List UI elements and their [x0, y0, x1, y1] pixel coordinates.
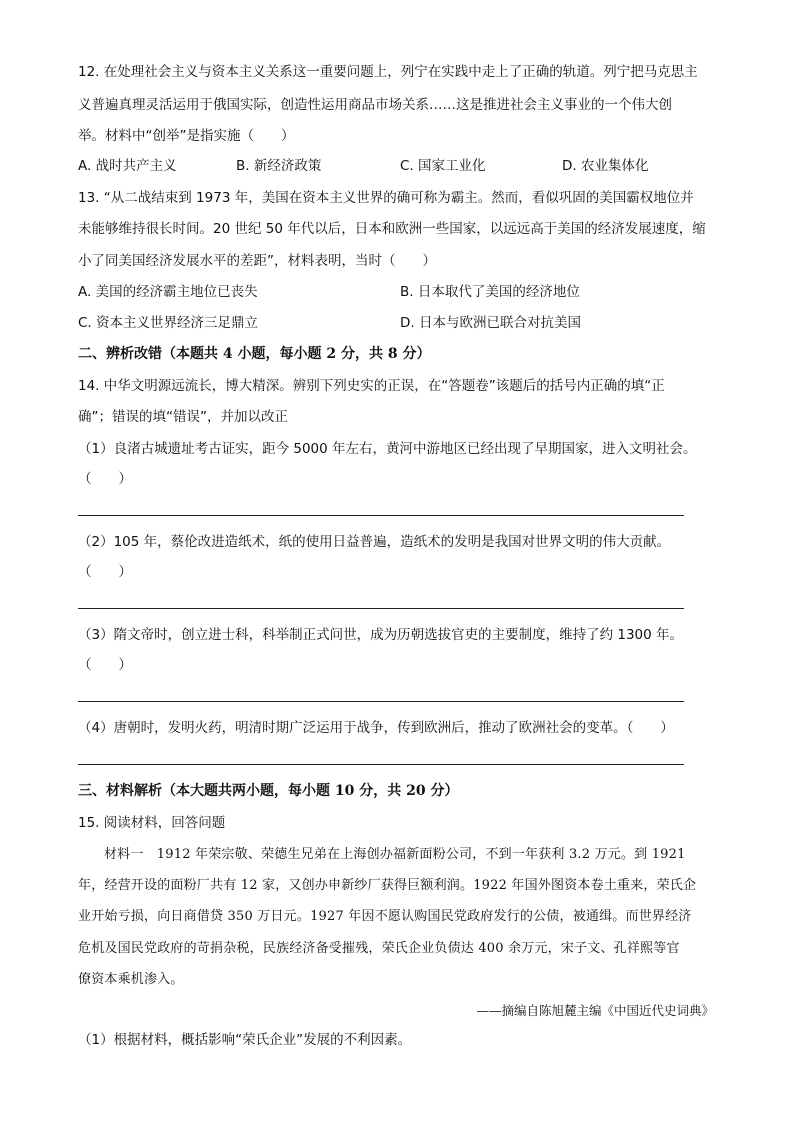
- q13-option-c[interactable]: C. 资本主义世界经济三足鼎立: [78, 315, 259, 331]
- q13-line-3: 小了同美国经济发展水平的差距”，材料表明，当时（ ）: [78, 253, 436, 269]
- q13-option-b[interactable]: B. 日本取代了美国的经济地位: [400, 284, 580, 300]
- section-2-heading: 二、辨析改错（本题共 4 小题，每小题 2 分，共 8 分）: [78, 346, 431, 362]
- q14-item-2-answer-line[interactable]: [78, 608, 684, 609]
- q14-item-1-answer-line[interactable]: [78, 515, 684, 516]
- q13-line-2: 未能够维持很长时间。20 世纪 50 年代以后，日本和欧洲一些国家，以远远高于美国的经济发展速度，缩: [78, 221, 706, 237]
- q14-line-1: 14. 中华文明源远流长，博大精深。辨别下列史实的正误，在“答题卷”该题后的括号内正确的填“正: [78, 378, 665, 394]
- q14-item-3-text: （3）隋文帝时，创立进士科，科举制正式问世，成为历朝选拔官吏的主要制度，维持了约 1300 年。: [78, 627, 684, 643]
- q12-option-b[interactable]: B. 新经济政策: [236, 158, 322, 174]
- q14-line-2: 确”；错误的填“错误”，并加以改正: [78, 409, 288, 425]
- q13-option-d[interactable]: D. 日本与欧洲已联合对抗美国: [400, 315, 581, 331]
- q12-line-3: 举。材料中“创举”是指实施（ ）: [78, 128, 295, 144]
- q14-item-4-answer-line[interactable]: [78, 764, 684, 765]
- q15-material-line-1: 材料一 1912 年荣宗敬、荣德生兄弟在上海创办福新面粉公司，不到一年获利 3.2 万元。到 1921: [104, 847, 686, 862]
- section-3-heading: 三、材料解析（本大题共两小题，每小题 10 分，共 20 分）: [78, 783, 459, 799]
- q12-option-c[interactable]: C. 国家工业化: [400, 158, 486, 174]
- q14-item-2-answer-paren[interactable]: （ ）: [78, 564, 132, 580]
- q14-item-1-answer-paren[interactable]: （ ）: [78, 471, 132, 487]
- q15-material-line-5: 僚资本乘机渗入。: [78, 972, 184, 987]
- q13-option-a[interactable]: A. 美国的经济霸主地位已丧失: [78, 284, 258, 300]
- q13-line-1: 13. “从二战结束到 1973 年，美国在资本主义世界的确可称为霸主。然而，看似巩固的美国霸权地位并: [78, 190, 694, 206]
- q14-item-1-text: （1）良渚古城遗址考古证实，距今 5000 年左右，黄河中游地区已经出现了早期国家，进入文明社会。: [78, 441, 697, 457]
- q15-material-line-3: 业开始亏损，向日商借贷 350 万日元。1927 年因不愿认购国民党政府发行的公债，被通缉。而世界经济: [78, 909, 692, 924]
- q15-material-line-2: 年，经营开设的面粉厂共有 12 家，又创办申新纱厂获得巨额利润。1922 年国外图资本卷土重来，荣氏企: [78, 878, 697, 893]
- q14-item-4-text: （4）唐朝时，发明火药，明清时期广泛运用于战争，传到欧洲后，推动了欧洲社会的变革。（ ）: [78, 720, 674, 736]
- q15-subquestion-1: （1）根据材料，概括影响“荣氏企业”发展的不利因素。: [78, 1032, 412, 1048]
- q12-line-1: 12. 在处理社会主义与资本主义关系这一重要问题上，列宁在实践中走上了正确的轨道。列宁把马克思主: [78, 64, 698, 80]
- q12-option-d[interactable]: D. 农业集体化: [562, 158, 649, 174]
- q15-material-line-4: 危机及国民党政府的苛捐杂税，民族经济备受摧残，荣氏企业负债达 400 余万元，宋子文、孔祥熙等官: [78, 941, 680, 956]
- q14-item-3-answer-paren[interactable]: （ ）: [78, 657, 132, 673]
- q15-source-citation: ——摘编自陈旭麓主编《中国近代史词典》: [476, 1003, 714, 1018]
- q15-intro: 15. 阅读材料，回答问题: [78, 815, 226, 831]
- q14-item-2-text: （2）105 年，蔡伦改进造纸术，纸的使用日益普遍，造纸术的发明是我国对世界文明的伟大贡献。: [78, 534, 671, 550]
- q14-item-3-answer-line[interactable]: [78, 701, 684, 702]
- q12-option-a[interactable]: A. 战时共产主义: [78, 158, 177, 174]
- q12-line-2: 义普遍真理灵活运用于俄国实际，创造性运用商品市场关系……这是推进社会主义事业的一个伟大创: [78, 97, 672, 113]
